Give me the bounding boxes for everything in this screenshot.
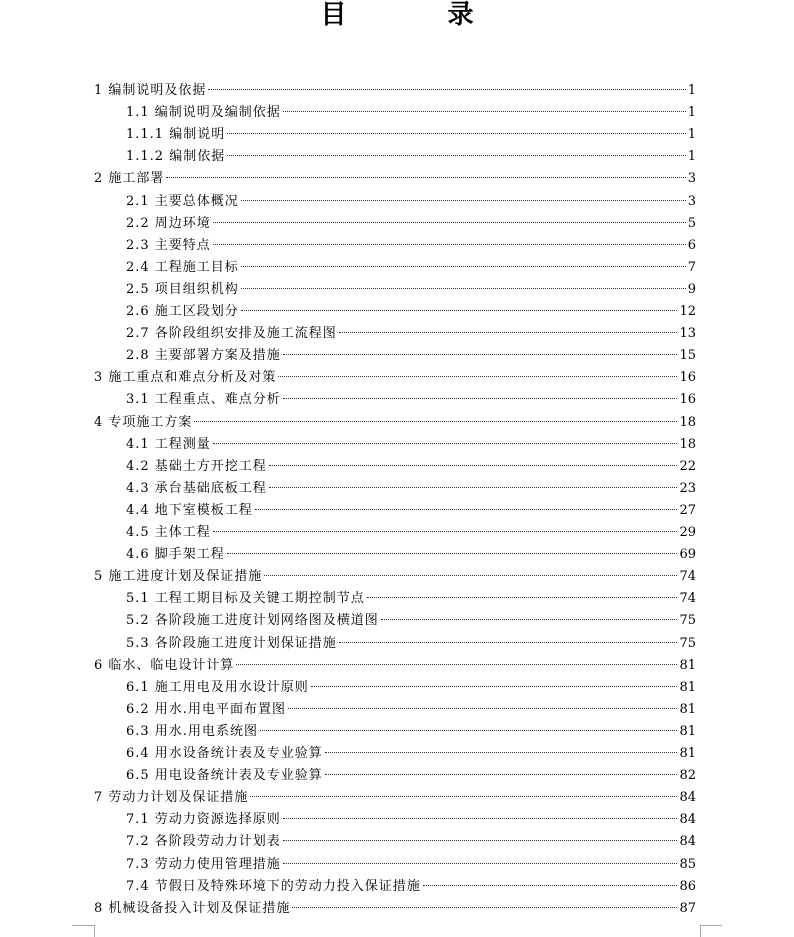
toc-entry-page-number: 81 xyxy=(679,746,696,761)
toc-leader-dots xyxy=(213,244,686,245)
toc-leader-dots xyxy=(283,111,686,112)
toc-entry[interactable] xyxy=(94,898,696,920)
toc-entry-label: 4.3 承台基础底板工程 xyxy=(126,480,267,496)
toc-entry[interactable] xyxy=(94,367,696,389)
page-corner-mark xyxy=(72,925,95,937)
toc-leader-dots xyxy=(260,730,678,731)
toc-entry[interactable] xyxy=(126,434,696,456)
toc-entry-page-number: 6 xyxy=(687,237,696,253)
toc-entry-label: 4.6 脚手架工程 xyxy=(126,547,225,563)
toc-entry-label: 3.1 工程重点、难点分析 xyxy=(126,392,281,408)
toc-entry-page-number: 1 xyxy=(687,149,696,165)
toc-leader-dots xyxy=(227,155,686,156)
toc-entry-page-number: 84 xyxy=(679,834,696,850)
toc-leader-dots xyxy=(213,443,678,444)
toc-leader-dots xyxy=(325,752,678,753)
toc-entry-label: 6 临水、临电设计计算 xyxy=(94,657,235,673)
toc-entry-label: 4.2 基础土方开挖工程 xyxy=(126,458,267,474)
toc-entry-page-number: 85 xyxy=(679,856,696,872)
toc-entry-page-number: 16 xyxy=(679,370,696,386)
toc-leader-dots xyxy=(213,531,678,532)
toc-leader-dots xyxy=(264,575,677,576)
toc-entry[interactable] xyxy=(94,412,696,434)
toc-entry[interactable] xyxy=(94,168,696,190)
toc-entry-page-number: 27 xyxy=(679,502,696,518)
toc-leader-dots xyxy=(423,885,678,886)
toc-entry-page-number: 81 xyxy=(679,723,696,739)
toc-entry-page-number: 7 xyxy=(687,259,696,275)
toc-entry-page-number: 81 xyxy=(679,701,696,717)
toc-entry[interactable] xyxy=(126,478,696,500)
toc-leader-dots xyxy=(241,288,686,289)
toc-leader-dots xyxy=(292,907,677,908)
toc-entry[interactable] xyxy=(94,566,696,588)
toc-entry-label: 2.2 周边环境 xyxy=(126,215,211,231)
toc-entry-page-number: 22 xyxy=(679,458,696,474)
toc-entry[interactable] xyxy=(126,544,696,566)
page-corner-mark xyxy=(700,925,723,937)
toc-leader-dots xyxy=(213,222,686,223)
toc-entry-label: 2.1 主要总体概况 xyxy=(126,193,239,209)
toc-leader-dots xyxy=(283,354,678,355)
toc-entry-page-number: 1 xyxy=(687,105,696,121)
toc-entry-page-number: 74 xyxy=(679,591,696,607)
toc-entry[interactable] xyxy=(126,323,696,345)
toc-entry[interactable] xyxy=(126,146,696,168)
toc-leader-dots xyxy=(367,597,678,598)
toc-entry[interactable] xyxy=(94,80,696,102)
toc-entry-page-number: 12 xyxy=(679,304,696,319)
toc-entry-page-number: 87 xyxy=(679,900,696,916)
toc-leader-dots xyxy=(194,421,677,422)
toc-entry-label: 6.4 用水设备统计表及专业验算 xyxy=(126,746,323,761)
toc-entry-page-number: 75 xyxy=(679,613,696,629)
toc-leader-dots xyxy=(339,332,678,333)
toc-entry[interactable] xyxy=(126,721,696,743)
toc-entry-label: 2.8 主要部署方案及措施 xyxy=(126,348,281,364)
toc-leader-dots xyxy=(278,376,677,377)
toc-entry-page-number: 3 xyxy=(687,171,696,187)
toc-entry-label: 8 机械设备投入计划及保证措施 xyxy=(94,900,291,916)
toc-entry[interactable] xyxy=(126,279,696,301)
toc-entry[interactable] xyxy=(126,345,696,367)
toc-leader-dots xyxy=(269,465,678,466)
toc-entry[interactable] xyxy=(126,301,696,323)
page-corner-mark xyxy=(72,925,94,926)
toc-entry[interactable] xyxy=(126,124,696,146)
toc-entry-label: 6.2 用水.用电平面布置图 xyxy=(126,701,286,717)
toc-entry[interactable] xyxy=(94,787,696,809)
toc-entry[interactable] xyxy=(126,500,696,522)
toc-leader-dots xyxy=(339,642,678,643)
toc-entry-label: 2.7 各阶段组织安排及施工流程图 xyxy=(126,326,337,342)
toc-leader-dots xyxy=(227,133,686,134)
toc-leader-dots xyxy=(208,89,685,90)
toc-entry[interactable] xyxy=(126,235,696,257)
toc-entry-label: 4 专项施工方案 xyxy=(94,414,193,430)
toc-entry[interactable] xyxy=(126,876,696,898)
toc-entry-page-number: 81 xyxy=(679,679,696,695)
toc-entry[interactable] xyxy=(126,633,696,655)
page-title: 目 录 xyxy=(320,0,520,30)
toc-leader-dots xyxy=(166,177,685,178)
toc-leader-dots xyxy=(325,774,678,775)
toc-entry[interactable] xyxy=(126,677,696,699)
toc-entry[interactable] xyxy=(126,854,696,876)
toc-entry[interactable] xyxy=(94,655,696,677)
toc-entry-page-number: 23 xyxy=(679,480,696,496)
toc-entry-label: 3 施工重点和难点分析及对策 xyxy=(94,370,277,386)
toc-entry-page-number: 1 xyxy=(687,127,696,143)
toc-entry-label: 2.5 项目组织机构 xyxy=(126,281,239,297)
toc-leader-dots xyxy=(311,686,678,687)
toc-entry-label: 1.1.1 编制说明 xyxy=(126,127,226,143)
toc-leader-dots xyxy=(283,840,678,841)
toc-entry[interactable] xyxy=(126,610,696,632)
toc-entry-label: 6.1 施工用电及用水设计原则 xyxy=(126,679,309,695)
toc-entry-page-number: 82 xyxy=(679,768,696,784)
toc-leader-dots xyxy=(241,310,678,311)
toc-entry[interactable] xyxy=(126,456,696,478)
toc-entry-label: 2.4 工程施工目标 xyxy=(126,259,239,275)
toc-entry-page-number: 18 xyxy=(679,436,696,452)
toc-leader-dots xyxy=(269,487,678,488)
toc-entry-label: 6.5 用电设备统计表及专业验算 xyxy=(126,768,323,784)
toc-entry-page-number: 81 xyxy=(679,657,696,673)
toc-entry-page-number: 3 xyxy=(687,193,696,209)
toc-entry-page-number: 74 xyxy=(679,569,696,585)
toc-entry-label: 7 劳动力计划及保证措施 xyxy=(94,790,249,806)
toc-leader-dots xyxy=(241,200,686,201)
toc-entry-page-number: 75 xyxy=(679,635,696,651)
toc-entry-label: 5.2 各阶段施工进度计划网络图及横道图 xyxy=(126,613,379,629)
toc-entry[interactable] xyxy=(126,102,696,124)
toc-entry-label: 4.5 主体工程 xyxy=(126,525,211,540)
toc-entry-page-number: 15 xyxy=(679,348,696,364)
toc-entry-page-number: 13 xyxy=(679,326,696,342)
toc-entry[interactable] xyxy=(126,743,696,765)
toc-leader-dots xyxy=(288,708,678,709)
toc-leader-dots xyxy=(381,619,678,620)
toc-entry-page-number: 9 xyxy=(687,281,696,297)
page-corner-mark xyxy=(700,925,722,926)
toc-entry-label: 6.3 用水.用电系统图 xyxy=(126,723,258,739)
toc-entry-label: 7.2 各阶段劳动力计划表 xyxy=(126,834,281,850)
toc-leader-dots xyxy=(283,398,678,399)
toc-entry-label: 1.1 编制说明及编制依据 xyxy=(126,105,281,121)
toc-entry-label: 1 编制说明及依据 xyxy=(94,83,207,98)
toc-entry[interactable] xyxy=(126,522,696,544)
toc-leader-dots xyxy=(227,553,678,554)
toc-entry-label: 5.3 各阶段施工进度计划保证措施 xyxy=(126,635,337,651)
toc-entry[interactable] xyxy=(126,699,696,721)
toc-entry-label: 7.1 劳动力资源选择原则 xyxy=(126,812,281,828)
toc-leader-dots xyxy=(283,863,678,864)
toc-entry-label: 7.3 劳动力使用管理措施 xyxy=(126,856,281,872)
toc-entry-label: 4.1 工程测量 xyxy=(126,436,211,452)
toc-entry-page-number: 84 xyxy=(679,790,696,806)
toc-entry-page-number: 18 xyxy=(679,414,696,430)
toc-entry-label: 1.1.2 编制依据 xyxy=(126,149,226,165)
toc-entry-label: 2.3 主要特点 xyxy=(126,237,211,253)
toc-entry[interactable] xyxy=(126,588,696,610)
toc-entry-page-number: 16 xyxy=(679,392,696,408)
toc-leader-dots xyxy=(283,818,678,819)
toc-leader-dots xyxy=(255,509,678,510)
toc-entry[interactable] xyxy=(126,389,696,411)
toc-entry-page-number: 1 xyxy=(687,83,696,98)
toc-entry-label: 5 施工进度计划及保证措施 xyxy=(94,569,263,585)
toc-entry-page-number: 5 xyxy=(687,215,696,231)
toc-leader-dots xyxy=(241,266,686,267)
toc-entry-label: 2 施工部署 xyxy=(94,171,165,187)
toc-entry-label: 7.4 节假日及特殊环境下的劳动力投入保证措施 xyxy=(126,878,421,894)
toc-entry[interactable] xyxy=(126,257,696,279)
toc-entry-label: 5.1 工程工期目标及关键工期控制节点 xyxy=(126,591,365,607)
toc-entry[interactable] xyxy=(126,191,696,213)
toc-entry-label: 4.4 地下室模板工程 xyxy=(126,502,253,518)
toc-entry-page-number: 86 xyxy=(679,878,696,894)
toc-entry-page-number: 69 xyxy=(679,547,696,563)
toc-entry[interactable] xyxy=(126,809,696,831)
toc-entry-page-number: 29 xyxy=(679,525,696,540)
toc-leader-dots xyxy=(236,664,677,665)
toc-entry-page-number: 84 xyxy=(679,812,696,828)
toc-entry[interactable] xyxy=(126,213,696,235)
toc-entry-label: 2.6 施工区段划分 xyxy=(126,304,239,319)
toc-entry[interactable] xyxy=(126,765,696,787)
toc-entry[interactable] xyxy=(126,831,696,853)
toc-leader-dots xyxy=(250,796,677,797)
